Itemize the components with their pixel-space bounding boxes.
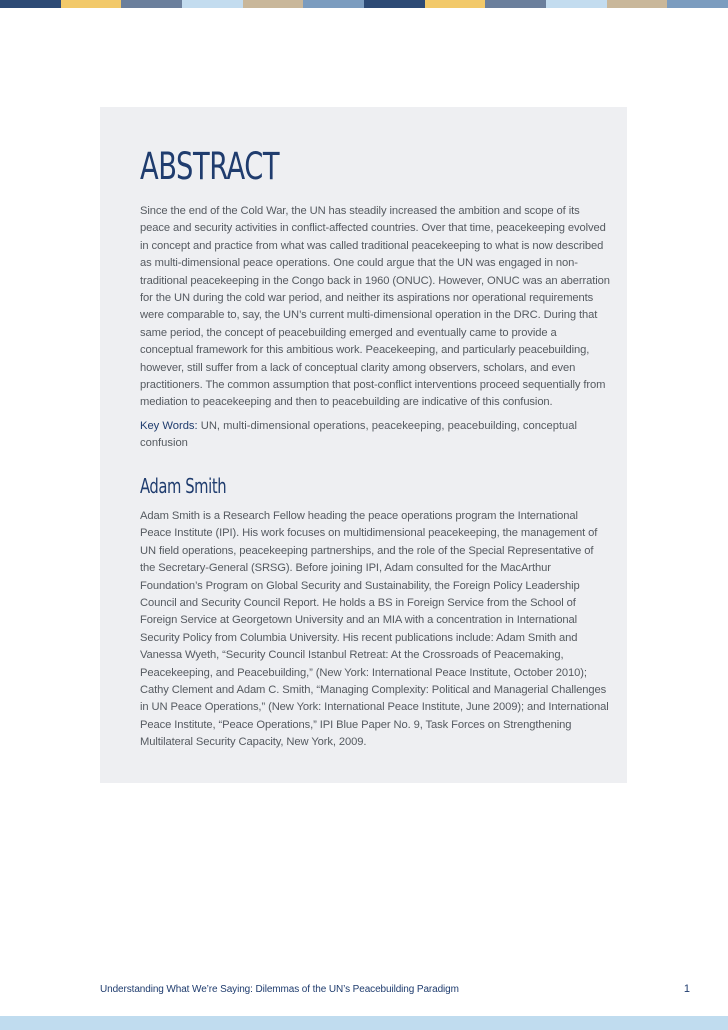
bottom-color-band: [0, 1016, 728, 1030]
abstract-heading: ABSTRACT: [140, 145, 280, 188]
stripe-segment: [607, 0, 668, 8]
content-column: [140, 145, 610, 752]
abstract-body: Since the end of the Cold War, the UN has steadily increased the ambition and scope of its peace and security activities in conflict-affected countries. Over that time, peacekeeping evolved in concept and practice from what was called traditional peacekeeping to what is now described as multi-dimensional peace operations. One could argue that the UN was engaged in non-traditional peacekeeping in the Congo back in 1960 (ONUC). However, ONUC was an aberration for the UN during the cold war period, and neither its aspirations nor operational requirements were comparable to, say, the UN’s current multi-dimensional operation in the DRC. During that same period, the concept of peacebuilding emerged and eventually came to provide a conceptual framework for this ambitious work. Peacekeeping, and particularly peacebuilding, however, still suffer from a lack of conceptual clarity among observers, scholars, and even practitioners. The common assumption that post-conflict interventions proceed sequentially from mediation to peacekeeping and then to peacebuilding are indicative of this confusion.: [140, 205, 610, 409]
page-number: 1: [683, 983, 690, 995]
keywords-label: Key Words:: [140, 419, 198, 432]
stripe-segment: [546, 0, 607, 8]
stripe-segment: [485, 0, 546, 8]
stripe-segment: [61, 0, 122, 8]
stripe-segment: [243, 0, 304, 8]
keywords-line: [140, 418, 610, 452]
stripe-segment: [303, 0, 364, 8]
stripe-segment: [0, 0, 61, 8]
stripe-segment: [364, 0, 425, 8]
top-color-stripe: [0, 0, 728, 8]
stripe-segment: [667, 0, 728, 8]
keywords-text: UN, multi-dimensional operations, peacekeeping, peacebuilding, conceptual confusion: [140, 419, 577, 449]
stripe-segment: [182, 0, 243, 8]
stripe-segment: [121, 0, 182, 8]
footer-document-title: Understanding What We’re Saying: Dilemmas of the UN’s Peacebuilding Paradigm: [100, 984, 459, 995]
author-bio: Adam Smith is a Research Fellow heading the peace operations program the International Peace Institute (IPI). His work focuses on multidimensional peacekeeping, the management of UN field operations, peacekeeping partnerships, and the role of the Special Representative of the Secretary-General (SRSG). Before joining IPI, Adam consulted for the MacArthur Foundation’s Program on Global Security and Sustainability, the Foreign Policy Leadership Council and Security Council Report. He holds a BS in Foreign Service from the School of Foreign Service at Georgetown University and an MIA with a concentration in International Security Policy from Columbia University. His recent publications include: Adam Smith and Vanessa Wyeth, “Security Council Istanbul Retreat: At the Crossroads of Peacemaking, Peacekeeping, and Peacebuilding,” (New York: International Peace Institute, October 2010); Cathy Clement and Adam C. Smith, “Managing Complexity: Political and Managerial Challenges in UN Peace Operations,” (New York: International Peace Institute, June 2009); and International Peace Institute, “Peace Operations,” IPI Blue Paper No. 9, Task Forces on Strengthening Multilateral Security Capacity, New York, 2009.: [140, 509, 609, 749]
author-name-heading: Adam Smith: [140, 473, 227, 498]
stripe-segment: [425, 0, 486, 8]
